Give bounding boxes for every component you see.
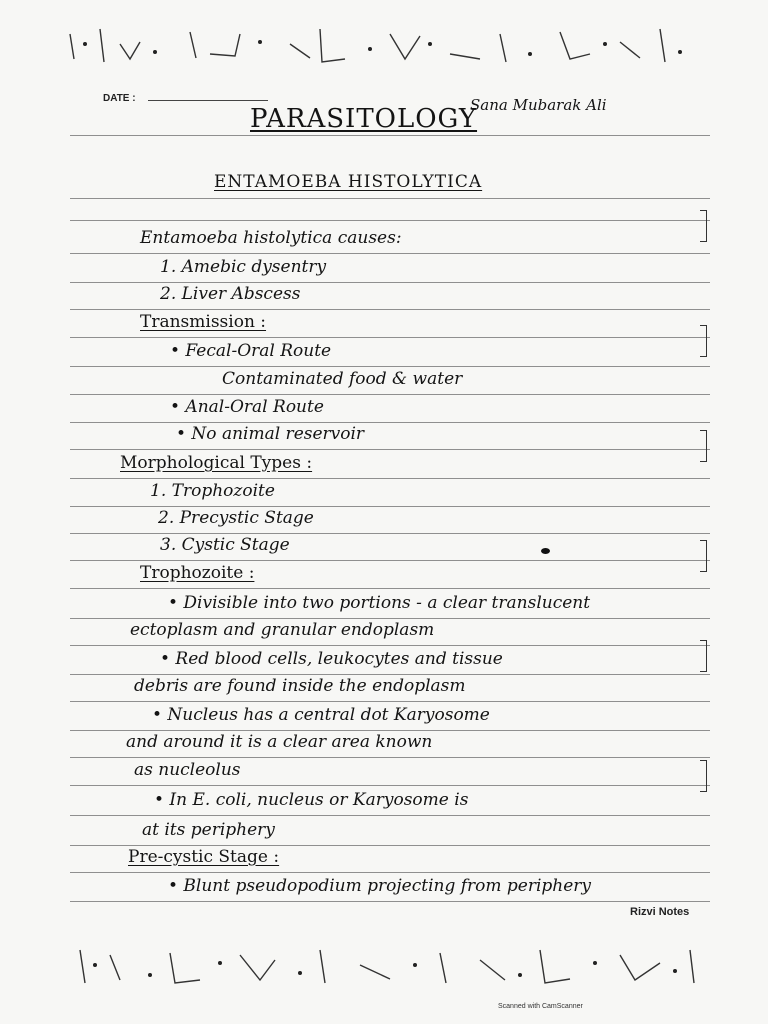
ink-dot	[541, 548, 550, 554]
rule-line	[70, 645, 710, 646]
section-heading: Pre-cystic Stage :	[128, 847, 280, 867]
scanner-watermark: Scanned with CamScanner	[498, 1003, 583, 1010]
note-line: • Anal-Oral Route	[170, 397, 324, 417]
rule-line	[70, 674, 710, 675]
rule-line	[70, 478, 710, 479]
rule-line	[70, 220, 710, 221]
rule-line	[70, 366, 710, 367]
note-line: • Red blood cells, leukocytes and tissue	[160, 649, 503, 669]
note-line: debris are found inside the endoplasm	[134, 676, 466, 696]
margin-bracket	[700, 540, 707, 572]
note-line: Entamoeba histolytica causes:	[140, 228, 402, 248]
page-subtitle: ENTAMOEBA HISTOLYTICA	[214, 172, 483, 192]
rule-line	[70, 198, 710, 199]
note-line: • Divisible into two portions - a clear translucent	[168, 593, 591, 613]
margin-bracket	[700, 640, 707, 672]
note-line: ectoplasm and granular endoplasm	[130, 620, 435, 640]
rule-line	[70, 560, 710, 561]
rule-line	[70, 785, 710, 786]
date-line	[148, 100, 268, 101]
rule-line	[70, 901, 710, 902]
note-line: • Blunt pseudopodium projecting from periphery	[168, 876, 592, 896]
note-line: 1. Amebic dysentry	[160, 257, 327, 277]
page-title: PARASITOLOGY	[250, 104, 478, 134]
rule-line	[70, 845, 710, 846]
rule-line	[70, 815, 710, 816]
margin-bracket	[700, 760, 707, 792]
rule-line	[70, 730, 710, 731]
rule-line	[70, 135, 710, 136]
margin-bracket	[700, 325, 707, 357]
rule-line	[70, 394, 710, 395]
rule-line	[70, 872, 710, 873]
footer-notes-label: Rizvi Notes	[630, 906, 690, 918]
rule-line	[70, 588, 710, 589]
note-line: and around it is a clear area known	[126, 732, 433, 752]
note-line: 3. Cystic Stage	[160, 535, 290, 555]
author-signature: Sana Mubarak Ali	[470, 96, 607, 114]
note-line: • No animal reservoir	[176, 424, 365, 444]
margin-bracket	[700, 430, 707, 462]
section-heading: Transmission :	[140, 312, 267, 332]
note-line: Contaminated food & water	[222, 369, 463, 389]
note-line: at its periphery	[142, 820, 275, 840]
rule-line	[70, 701, 710, 702]
margin-bracket	[700, 210, 707, 242]
note-line: 2. Liver Abscess	[160, 284, 301, 304]
note-line: • Nucleus has a central dot Karyosome	[152, 705, 490, 725]
bottom-margin-doodles	[60, 935, 710, 995]
rule-line	[70, 506, 710, 507]
rule-line	[70, 449, 710, 450]
rule-line	[70, 422, 710, 423]
date-label: DATE :	[103, 93, 136, 104]
rule-line	[70, 337, 710, 338]
rule-line	[70, 282, 710, 283]
note-line: as nucleolus	[134, 760, 241, 780]
section-heading: Trophozoite :	[140, 563, 255, 583]
rule-line	[70, 309, 710, 310]
note-line: 1. Trophozoite	[150, 481, 275, 501]
note-line: • In E. coli, nucleus or Karyosome is	[154, 790, 469, 810]
rule-line	[70, 618, 710, 619]
rule-line	[70, 757, 710, 758]
rule-line	[70, 253, 710, 254]
note-line: 2. Precystic Stage	[158, 508, 314, 528]
top-margin-doodles	[60, 14, 710, 74]
rule-line	[70, 533, 710, 534]
section-heading: Morphological Types :	[120, 453, 313, 473]
note-line: • Fecal-Oral Route	[170, 341, 332, 361]
